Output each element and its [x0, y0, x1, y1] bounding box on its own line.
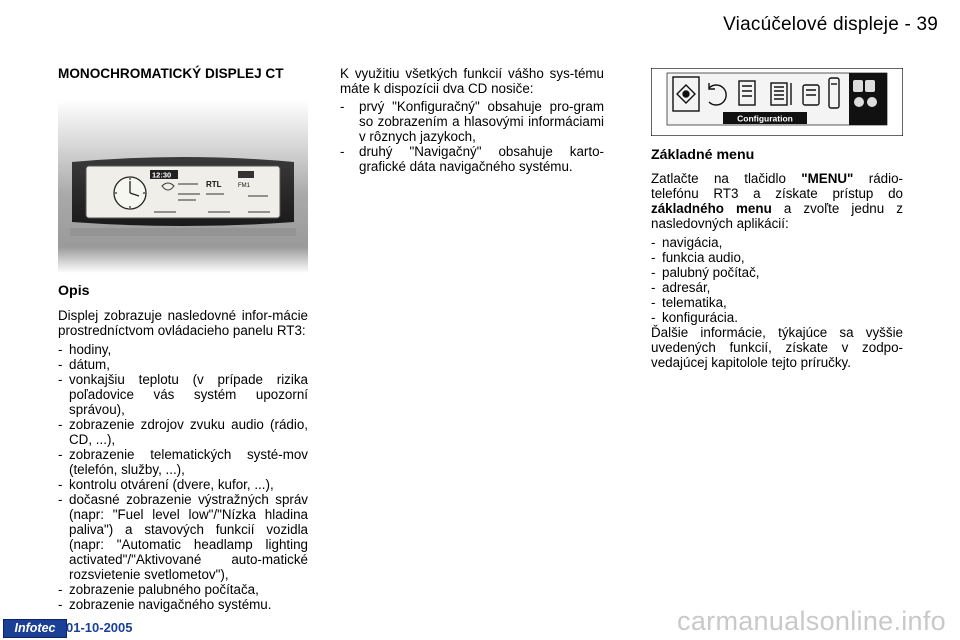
opis-list — [58, 342, 308, 612]
list-item: - palubný počítač, — [651, 265, 903, 280]
menu-button-label: "MENU" — [801, 171, 854, 186]
further-info-text: Ďalšie informácie, týkajúce sa vyššie uvedených funkcií, získate v zodpo-vedajúcej kapitolole tejto príručky. — [651, 325, 903, 370]
main-menu-label: základného menu — [651, 201, 772, 216]
list-item: - hodiny, — [58, 342, 308, 357]
list-item: - zobrazenie telematických systé-mov (telefón, služby, ...), — [58, 447, 308, 477]
display-station: RTL — [206, 180, 222, 189]
page-header-title: Viacúčelové displeje - 39 — [723, 14, 938, 35]
basic-menu-intro: Zatlačte na tlačidlo "MENU" rádio-telefónu RT3 a získate prístup do základného menu a zvoľte jednu z nasledovných aplikácií: — [651, 171, 903, 231]
applications-list — [651, 235, 903, 325]
list-item: - prvý "Konfiguračný" obsahuje pro-gram so zobrazením a hlasovými informáciami v rôznych jazykoch, — [340, 99, 604, 144]
configuration-screen-illustration — [651, 68, 903, 136]
display-clock: 12:30 — [152, 170, 172, 180]
list-item: - konfigurácia. — [651, 310, 903, 325]
cd-list — [340, 99, 604, 174]
list-item: - zobrazenie palubného počítača, — [58, 582, 308, 597]
list-item: - navigácia, — [651, 235, 903, 250]
configuration-label: Configuration — [737, 113, 793, 124]
footer-date: 01-10-2005 — [66, 620, 133, 635]
list-item: - funkcia audio, — [651, 250, 903, 265]
left-column — [58, 66, 308, 81]
opis-section — [58, 284, 308, 612]
list-item: - vonkajšiu teplotu (v prípade rizika poľadovice vás systém upozorní správou), — [58, 372, 308, 417]
section-title: MONOCHROMATICKÝ DISPLEJ CT — [58, 66, 284, 81]
list-item: - telematika, — [651, 295, 903, 310]
display-preset: FM1 — [238, 183, 250, 189]
opis-intro: Displej zobrazuje nasledovné infor-mácie prostredníctvom ovládacieho panelu RT3: — [58, 308, 308, 338]
watermark: carmanualsonline.info — [677, 606, 946, 636]
list-item: - zobrazenie zdrojov zvuku audio (rádio, CD, ...), — [58, 417, 308, 447]
list-item: - dátum, — [58, 357, 308, 372]
list-item: - adresár, — [651, 280, 903, 295]
cd-intro: K využitiu všetkých funkcií vášho sys-tému máte k dispozícii dva CD nosiče: — [340, 66, 604, 96]
opis-heading: Opis — [58, 283, 90, 299]
list-item: - zobrazenie navigačného systému. — [58, 597, 308, 612]
right-column — [651, 148, 903, 370]
infotec-logo: Infotec — [3, 619, 67, 638]
dashboard-display-illustration — [58, 100, 308, 273]
list-item: - druhý "Navigačný" obsahuje karto-grafické dáta navigačného systému. — [340, 144, 604, 174]
list-item: - dočasné zobrazenie výstražných správ (napr: "Fuel level low"/"Nízka hladina paliva") a stavových funkcií vozidla (napr: "Automatic headlamp lighting activated"/"Aktivované auto-matické rozsvietenie svetlometov"), — [58, 492, 308, 582]
middle-column — [340, 66, 604, 174]
list-item: - kontrolu otvárení (dvere, kufor, ...), — [58, 477, 308, 492]
basic-menu-heading: Základné menu — [651, 147, 755, 163]
